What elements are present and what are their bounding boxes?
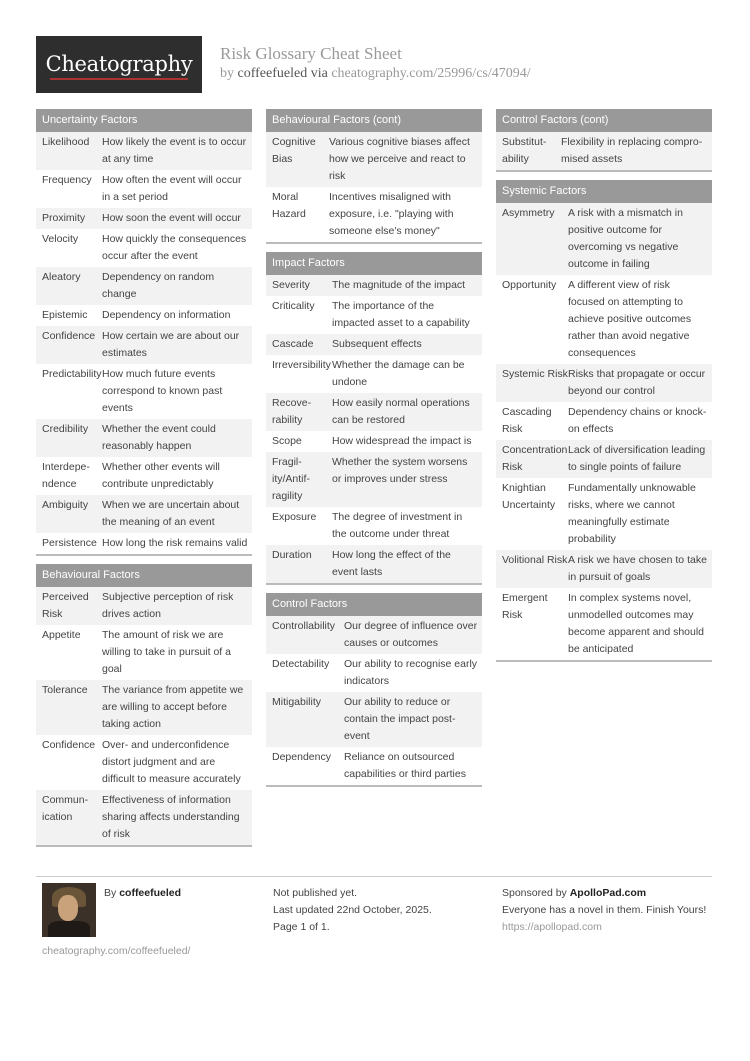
glossary-row	[266, 132, 482, 187]
glossary-row	[36, 587, 252, 625]
glossary-term: Cascading Risk	[502, 406, 552, 435]
glossary-definition: The degree of investment in the outcome under threat	[332, 511, 463, 540]
glossary-term: Emergent Risk	[502, 592, 548, 621]
glossary-row	[496, 132, 712, 170]
glossary-definition: Our ability to reduce or contain the impact post-event	[344, 696, 456, 742]
glossary-row	[36, 419, 252, 457]
last-updated: Last updated 22nd October, 2025.	[273, 904, 432, 916]
glossary-section	[266, 109, 482, 244]
glossary-term: Asymmetry	[502, 207, 555, 219]
glossary-definition: The amount of risk we are willing to take in pursuit of a goal	[102, 629, 231, 675]
glossary-definition: How certain we are about our estimates	[102, 330, 240, 359]
glossary-section	[266, 252, 482, 585]
glossary-term: Appetite	[42, 629, 81, 641]
section-heading: Uncertainty Factors	[36, 109, 252, 132]
glossary-term: Dependency	[272, 751, 331, 763]
section-heading: Behavioural Factors	[36, 564, 252, 587]
glossary-term: Communication	[42, 794, 89, 823]
glossary-row	[266, 507, 482, 545]
glossary-row	[496, 275, 712, 364]
byline-via: via	[310, 66, 328, 81]
glossary-row	[36, 457, 252, 495]
glossary-term: Tolerance	[42, 684, 88, 696]
glossary-definition: Whether the event could reasonably happen	[102, 423, 216, 452]
glossary-definition: Various cognitive biases affect how we perceive and react to risk	[329, 136, 470, 182]
footer-author	[104, 885, 181, 902]
glossary-row	[266, 654, 482, 692]
glossary-term: Perceived Risk	[42, 591, 89, 620]
byline	[220, 66, 531, 82]
glossary-term: Substitutability	[502, 136, 547, 165]
glossary-row	[36, 132, 252, 170]
glossary-term: Velocity	[42, 233, 79, 245]
glossary-term: Controllability	[272, 620, 336, 632]
glossary-row	[496, 440, 712, 478]
section-heading: Impact Factors	[266, 252, 482, 275]
glossary-row	[266, 747, 482, 785]
glossary-row	[36, 229, 252, 267]
footer-author-link[interactable]: coffeefueled	[119, 887, 182, 899]
glossary-definition: The magnitude of the impact	[332, 279, 466, 291]
glossary-definition: Risks that propagate or occur beyond our control	[568, 368, 706, 397]
glossary-row	[36, 680, 252, 735]
glossary-row	[36, 735, 252, 790]
author-link[interactable]: coffeefueled	[237, 66, 308, 81]
glossary-definition: Effectiveness of information sharing affects understanding of risk	[102, 794, 240, 840]
glossary-row	[36, 170, 252, 208]
glossary-definition: Dependency on information	[102, 309, 231, 321]
glossary-term: Knightian Uncertainty	[502, 482, 556, 511]
glossary-definition: The variance from appetite we are willing to accept before taking action	[102, 684, 244, 730]
glossary-definition: How often the event will occur in a set period	[102, 174, 242, 203]
glossary-term: Fragility/Antifragility	[272, 456, 310, 502]
glossary-term: Opportunity	[502, 279, 557, 291]
glossary-term: Criticality	[272, 300, 315, 312]
glossary-definition: A risk we have chosen to take in pursuit of goals	[568, 554, 707, 583]
sponsored-by-label: Sponsored by	[502, 887, 567, 899]
glossary-term: Confidence	[42, 330, 96, 342]
glossary-definition: Whether other events will contribute unpredictably	[102, 461, 220, 490]
sponsor-link[interactable]: ApolloPad.com	[569, 887, 647, 899]
glossary-row	[496, 588, 712, 660]
glossary-section	[266, 593, 482, 787]
glossary-term: Severity	[272, 279, 310, 291]
glossary-section	[36, 564, 252, 847]
glossary-term: Interdependence	[42, 461, 90, 490]
glossary-row	[36, 267, 252, 305]
glossary-definition: How much future events correspond to known past events	[102, 368, 223, 414]
glossary-term: Irreversibility	[272, 359, 331, 371]
glossary-term: Epistemic	[42, 309, 88, 321]
glossary-term: Duration	[272, 549, 312, 561]
glossary-term: Volitional Risk	[502, 554, 568, 566]
glossary-section	[496, 109, 712, 172]
page-number: Page 1 of 1.	[273, 921, 330, 933]
glossary-definition: Incentives misaligned with exposure, i.e. "playing with someone else's money"	[329, 191, 454, 237]
glossary-row	[496, 478, 712, 550]
sponsor-text: Everyone has a novel in them. Finish Yours!	[502, 904, 707, 916]
glossary-row	[36, 364, 252, 419]
glossary-row	[266, 334, 482, 355]
glossary-definition: A risk with a mismatch in positive outcome for overcoming vs negative outcome in failing	[568, 207, 683, 270]
glossary-definition: Dependency chains or knock-on effects	[568, 406, 707, 435]
glossary-row	[266, 275, 482, 296]
glossary-row	[36, 326, 252, 364]
footer-by: By	[104, 887, 117, 899]
page-title: Risk Glossary Cheat Sheet	[220, 44, 402, 63]
glossary-term: Ambiguity	[42, 499, 89, 511]
glossary-term: Mitigability	[272, 696, 322, 708]
footer-status	[273, 885, 432, 936]
glossary-definition: In complex systems novel, unmodelled outcomes may become apparent and should be anticipated	[568, 592, 705, 655]
glossary-term: Persistence	[42, 537, 97, 549]
glossary-definition: Whether the system worsens or improves under stress	[332, 456, 468, 485]
glossary-term: Systemic Risk	[502, 368, 568, 380]
glossary-definition: How likely the event is to occur at any time	[102, 136, 247, 165]
glossary-row	[36, 790, 252, 845]
glossary-definition: How widespread the impact is	[332, 435, 472, 447]
section-heading: Systemic Factors	[496, 180, 712, 203]
glossary-definition: Lack of diversification leading to single points of failure	[568, 444, 706, 473]
glossary-term: Exposure	[272, 511, 317, 523]
glossary-row	[36, 533, 252, 554]
glossary-definition: How easily normal operations can be restored	[332, 397, 470, 426]
glossary-row	[266, 355, 482, 393]
section-heading: Control Factors (cont)	[496, 109, 712, 132]
glossary-definition: The importance of the impacted asset to a capability	[332, 300, 470, 329]
glossary-definition: Fundamentally unknowable risks, where we cannot meaningfully estimate probability	[568, 482, 696, 545]
column-3	[496, 109, 712, 670]
section-heading: Behavioural Factors (cont)	[266, 109, 482, 132]
glossary-definition: Dependency on random change	[102, 271, 215, 300]
glossary-row	[266, 545, 482, 583]
published-status: Not published yet.	[273, 887, 358, 899]
glossary-term: Frequency	[42, 174, 92, 186]
cheatography-logo[interactable]: Cheatography	[36, 36, 202, 93]
glossary-definition: Our degree of influence over causes or outcomes	[344, 620, 478, 649]
glossary-row	[266, 692, 482, 747]
glossary-definition: How soon the event will occur	[102, 212, 241, 224]
glossary-definition: Subjective perception of risk drives action	[102, 591, 234, 620]
glossary-term: Concentration Risk	[502, 444, 568, 473]
glossary-definition: A different view of risk focused on attempting to achieve positive outcomes rather than avoid negative consequences	[568, 279, 692, 359]
glossary-row	[266, 187, 482, 242]
glossary-term: Aleatory	[42, 271, 81, 283]
glossary-row	[266, 616, 482, 654]
glossary-row	[496, 550, 712, 588]
glossary-row	[266, 296, 482, 334]
glossary-definition: Our ability to recognise early indicators	[344, 658, 478, 687]
glossary-definition: How long the effect of the event lasts	[332, 549, 451, 578]
glossary-row	[496, 364, 712, 402]
glossary-row	[266, 431, 482, 452]
glossary-term: Cognitive Bias	[272, 136, 316, 165]
glossary-term: Recoverability	[272, 397, 312, 426]
glossary-definition: Over- and underconfidence distort judgment and are difficult to measure accurately	[102, 739, 241, 785]
glossary-term: Confidence	[42, 739, 96, 751]
glossary-section	[36, 109, 252, 556]
glossary-definition: How long the risk remains valid	[102, 537, 248, 549]
glossary-section	[496, 180, 712, 662]
section-heading: Control Factors	[266, 593, 482, 616]
glossary-term: Proximity	[42, 212, 86, 224]
glossary-term: Credibility	[42, 423, 89, 435]
glossary-term: Predictability	[42, 368, 102, 380]
sheet-url-link[interactable]: cheatography.com/25996/cs/47094/	[331, 66, 531, 81]
sponsor-url[interactable]: https://apollopad.com	[502, 921, 602, 933]
glossary-definition: Whether the damage can be undone	[332, 359, 465, 388]
footer	[36, 876, 712, 957]
glossary-term: Scope	[272, 435, 302, 447]
glossary-row	[266, 393, 482, 431]
glossary-term: Moral Hazard	[272, 191, 306, 220]
glossary-definition: When we are uncertain about the meaning of an event	[102, 499, 240, 528]
glossary-row	[36, 208, 252, 229]
glossary-row	[36, 495, 252, 533]
glossary-term: Likelihood	[42, 136, 90, 148]
glossary-definition: Reliance on outsourced capabilities or third parties	[344, 751, 466, 780]
glossary-definition: How quickly the consequences occur after the event	[102, 233, 247, 262]
column-1	[36, 109, 252, 855]
glossary-row	[266, 452, 482, 507]
glossary-definition: Subsequent effects	[332, 338, 422, 350]
glossary-row	[496, 402, 712, 440]
byline-by: by	[220, 66, 234, 81]
glossary-row	[36, 305, 252, 326]
glossary-row	[36, 625, 252, 680]
glossary-term: Detectability	[272, 658, 330, 670]
glossary-definition: Flexibility in replacing compromised assets	[561, 136, 703, 165]
header	[36, 36, 712, 94]
glossary-row	[496, 203, 712, 275]
glossary-term: Cascade	[272, 338, 314, 350]
footer-author-url[interactable]: cheatography.com/coffeefueled/	[42, 945, 191, 957]
footer-sponsor	[502, 885, 707, 936]
avatar[interactable]	[42, 883, 96, 937]
column-2	[266, 109, 482, 795]
